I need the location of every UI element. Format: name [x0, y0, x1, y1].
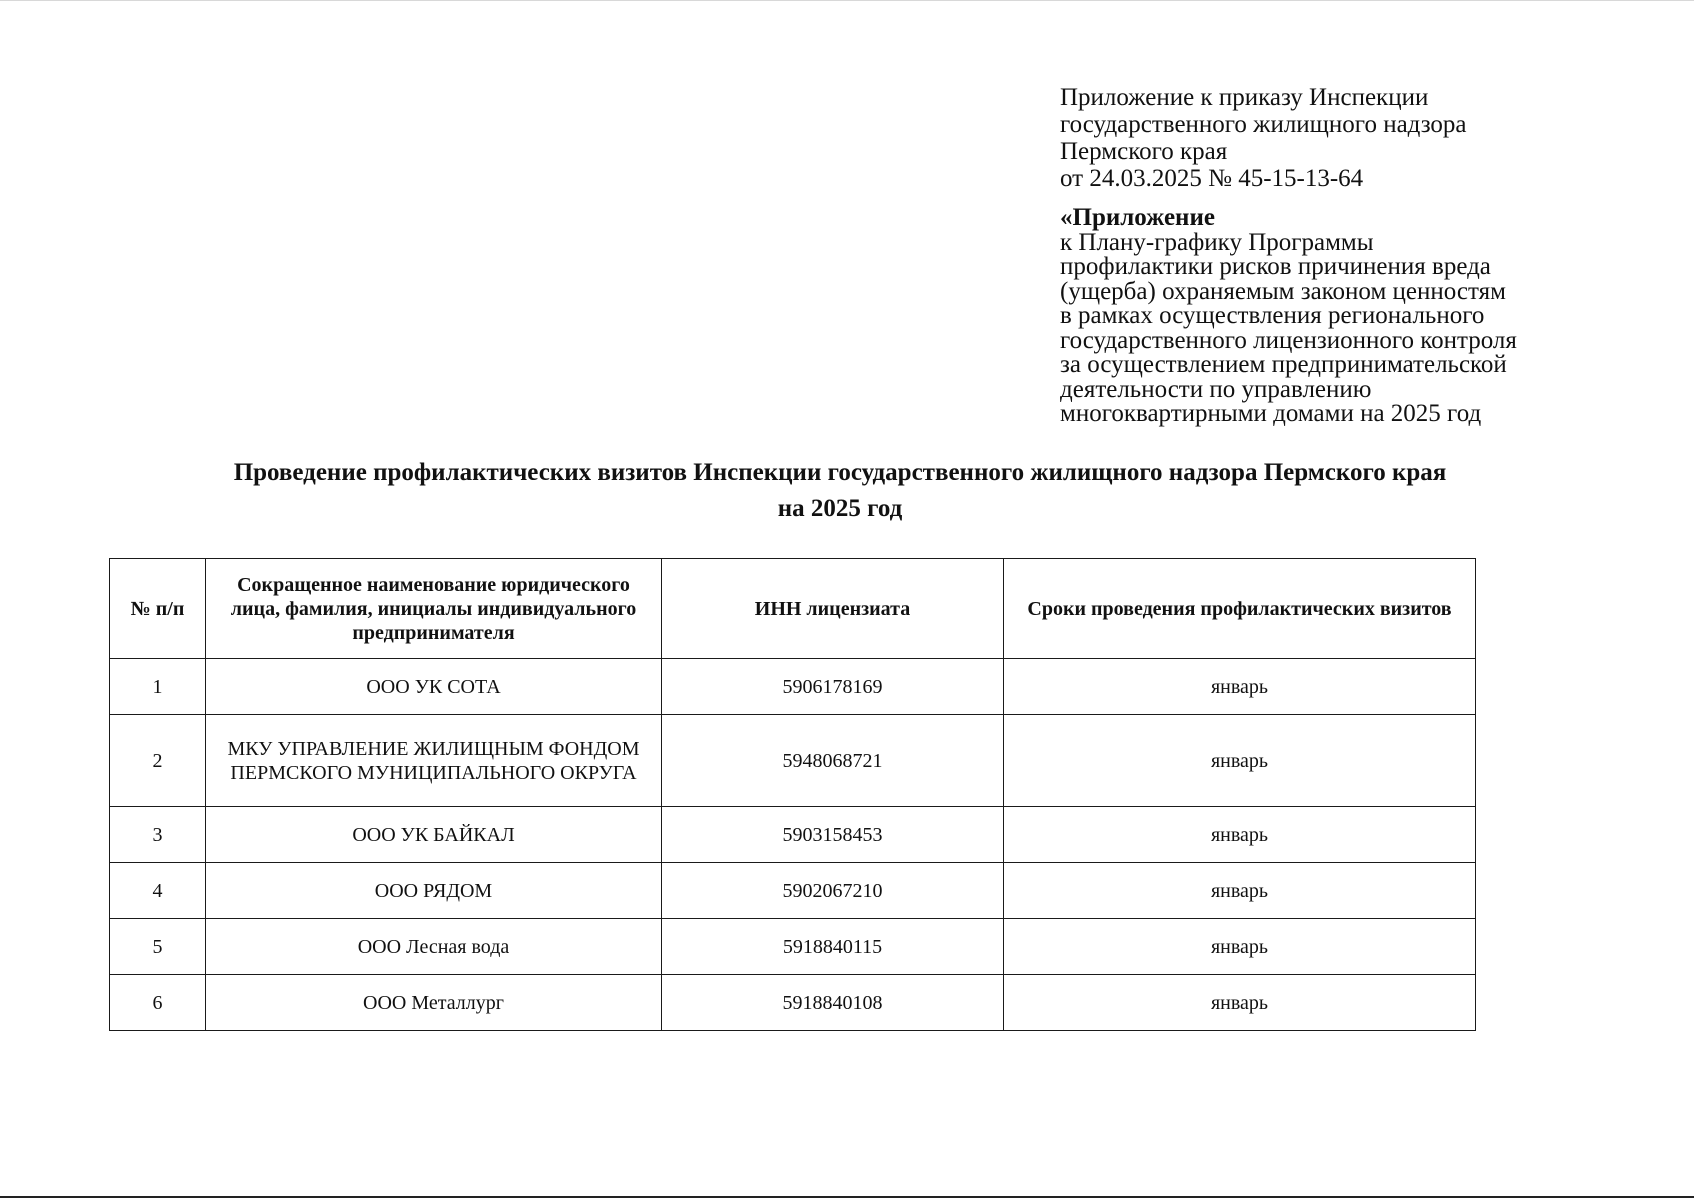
- cell-visit-period: январь: [1004, 863, 1476, 919]
- cell-number: 5: [110, 919, 206, 975]
- annex-line: многоквартирными домами на 2025 год: [1060, 400, 1482, 427]
- visits-table: [109, 558, 1476, 1031]
- document-title-line-2: на 2025 год: [777, 495, 903, 522]
- cell-visit-period: январь: [1004, 659, 1476, 715]
- approval-date-number: от 24.03.2025 № 45-15-13-64: [1060, 165, 1364, 192]
- approval-line: государственного жилищного надзора: [1060, 111, 1467, 138]
- cell-number: 6: [110, 975, 206, 1031]
- table-row: [110, 863, 1476, 919]
- cell-organization-name: ООО УК СОТА: [206, 659, 662, 715]
- cell-number: 2: [110, 715, 206, 807]
- cell-number: 4: [110, 863, 206, 919]
- cell-visit-period: январь: [1004, 919, 1476, 975]
- cell-organization-name: ООО РЯДОМ: [206, 863, 662, 919]
- approval-line: Пермского края: [1060, 138, 1228, 165]
- cell-inn: 5948068721: [662, 715, 1004, 807]
- annex-line: деятельности по управлению: [1060, 375, 1372, 403]
- table-row: [110, 715, 1476, 807]
- document-title: [150, 455, 1530, 527]
- scan-edge-bottom: [0, 1196, 1694, 1198]
- table-row: [110, 919, 1476, 975]
- table-row: [110, 975, 1476, 1031]
- annex-line: к Плану-графику Программы: [1060, 228, 1374, 256]
- cell-organization-name: ООО Лесная вода: [206, 919, 662, 975]
- cell-inn: 5918840108: [662, 975, 1004, 1031]
- cell-inn: 5906178169: [662, 659, 1004, 715]
- annex-line: в рамках осуществления регионального: [1060, 302, 1485, 329]
- cell-number: 1: [110, 659, 206, 715]
- approval-line: Приложение к приказу Инспекции: [1060, 84, 1429, 111]
- cell-number: 3: [110, 807, 206, 863]
- table-row: [110, 807, 1476, 863]
- document-title-line-1: Проведение профилактических визитов Инспекции государственного жилищного надзора Пермского края: [233, 459, 1447, 486]
- scan-edge-top: [0, 0, 1694, 1]
- cell-visit-period: январь: [1004, 715, 1476, 807]
- annex-line: за осуществлением предпринимательской: [1060, 351, 1507, 378]
- annex-line: государственного лицензионного контроля: [1060, 326, 1517, 354]
- cell-inn: 5903158453: [662, 807, 1004, 863]
- table-header-row: [110, 559, 1476, 659]
- cell-visit-period: январь: [1004, 975, 1476, 1031]
- header-inn: ИНН лицензиата: [662, 559, 1004, 659]
- cell-inn: 5918840115: [662, 919, 1004, 975]
- header-organization-name: Сокращенное наименование юридического лица, фамилия, инициалы индивидуального предпринимателя: [206, 559, 662, 659]
- cell-visit-period: январь: [1004, 807, 1476, 863]
- header-visit-period: Сроки проведения профилактических визитов: [1004, 559, 1476, 659]
- cell-organization-name: ООО Металлург: [206, 975, 662, 1031]
- annex-heading: «Приложение: [1060, 204, 1215, 231]
- annex-line: профилактики рисков причинения вреда: [1060, 253, 1491, 280]
- annex-line: (ущерба) охраняемым законом ценностям: [1060, 277, 1506, 305]
- cell-inn: 5902067210: [662, 863, 1004, 919]
- cell-organization-name: МКУ УПРАВЛЕНИЕ ЖИЛИЩНЫМ ФОНДОМ ПЕРМСКОГО МУНИЦИПАЛЬНОГО ОКРУГА: [206, 715, 662, 807]
- annex-reference: [1060, 206, 1660, 427]
- cell-organization-name: ООО УК БАЙКАЛ: [206, 807, 662, 863]
- header-number: № п/п: [110, 559, 206, 659]
- approval-reference: [1060, 84, 1660, 192]
- table-row: [110, 659, 1476, 715]
